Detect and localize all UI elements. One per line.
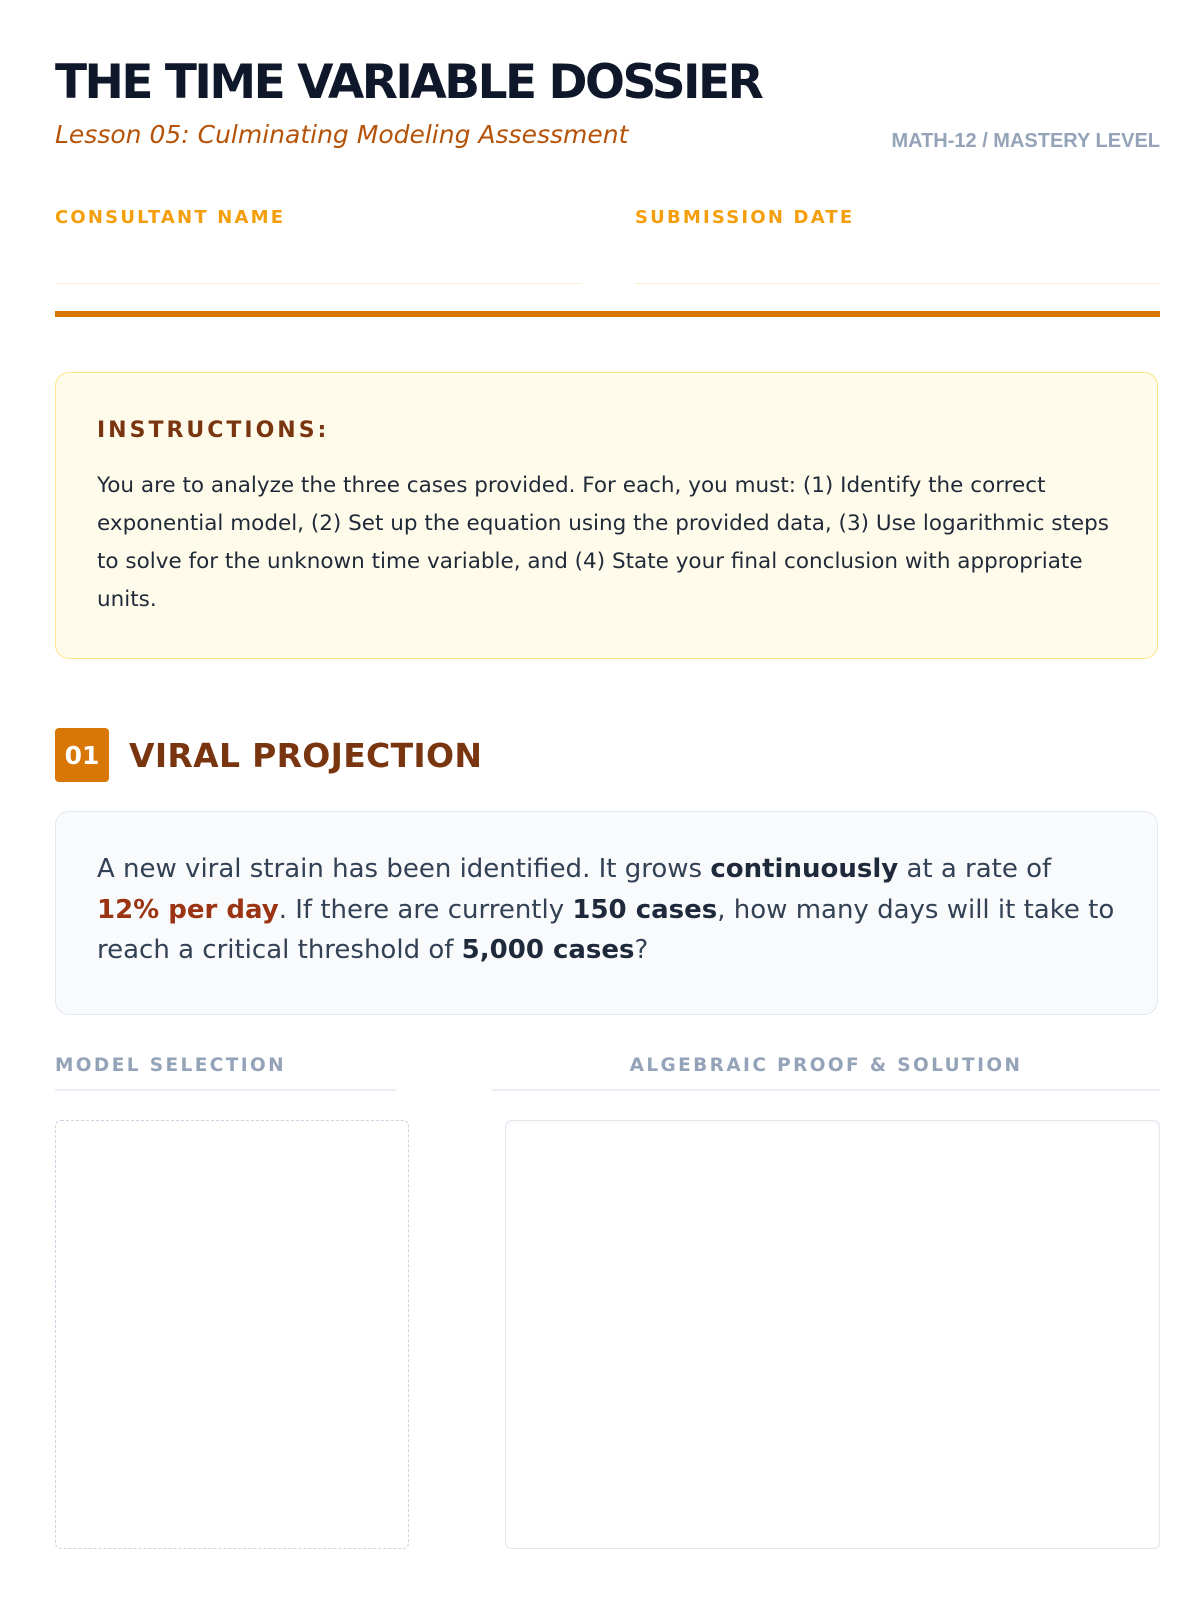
problem-emphasis-threshold: 5,000 cases (461, 935, 635, 965)
growth-rate-highlight: 12% per day (97, 894, 279, 925)
problem-text-segment: ? (634, 935, 649, 965)
problem-statement (97, 849, 1117, 971)
consultant-name-input-line[interactable] (55, 283, 582, 284)
problem-text-segment: at a rate of (898, 854, 1052, 884)
consultant-name-field[interactable] (55, 206, 582, 230)
problem-text-segment: . If there are currently (278, 894, 573, 925)
instructions-box (55, 372, 1158, 659)
case-title: VIRAL PROJECTION (129, 735, 483, 775)
model-selection-answer-box[interactable] (55, 1120, 409, 1549)
algebraic-proof-underline (492, 1089, 1160, 1091)
header-divider (55, 311, 1160, 317)
consultant-name-label: CONSULTANT NAME (55, 207, 286, 228)
submission-date-label: SUBMISSION DATE (635, 207, 855, 228)
model-selection-label: MODEL SELECTION (55, 1055, 287, 1076)
problem-statement-box (55, 811, 1158, 1015)
algebraic-proof-answer-box[interactable] (505, 1120, 1160, 1549)
problem-text-segment: A new viral strain has been identified. It grows (97, 854, 711, 884)
worksheet-title: THE TIME VARIABLE DOSSIER (55, 55, 762, 110)
case-1-header (55, 728, 482, 782)
course-level-label: MATH-12 / MASTERY LEVEL (891, 130, 1160, 152)
submission-date-field[interactable] (635, 206, 1160, 230)
submission-date-input-line[interactable] (635, 283, 1160, 284)
problem-emphasis-initial-cases: 150 cases (572, 894, 718, 925)
instructions-text: You are to analyze the three cases provided. For each, you must: (1) Identify the correct exponential model, (2) Set up the equation using the provided data, (3) Use logarithmic steps to solve for the unknown time variable, and (4) State your final conclusion with appropriate units. (97, 473, 1109, 612)
instructions-heading: INSTRUCTIONS: (97, 418, 330, 443)
algebraic-proof-label: ALGEBRAIC PROOF & SOLUTION (629, 1055, 1023, 1076)
problem-text-segment: , how many days will it take to reach a critical threshold of (97, 894, 1115, 965)
model-selection-underline (55, 1089, 396, 1091)
case-number-badge: 01 (55, 728, 109, 782)
lesson-subtitle: Lesson 05: Culminating Modeling Assessment (55, 120, 629, 149)
problem-emphasis-continuously: continuously (710, 854, 899, 884)
